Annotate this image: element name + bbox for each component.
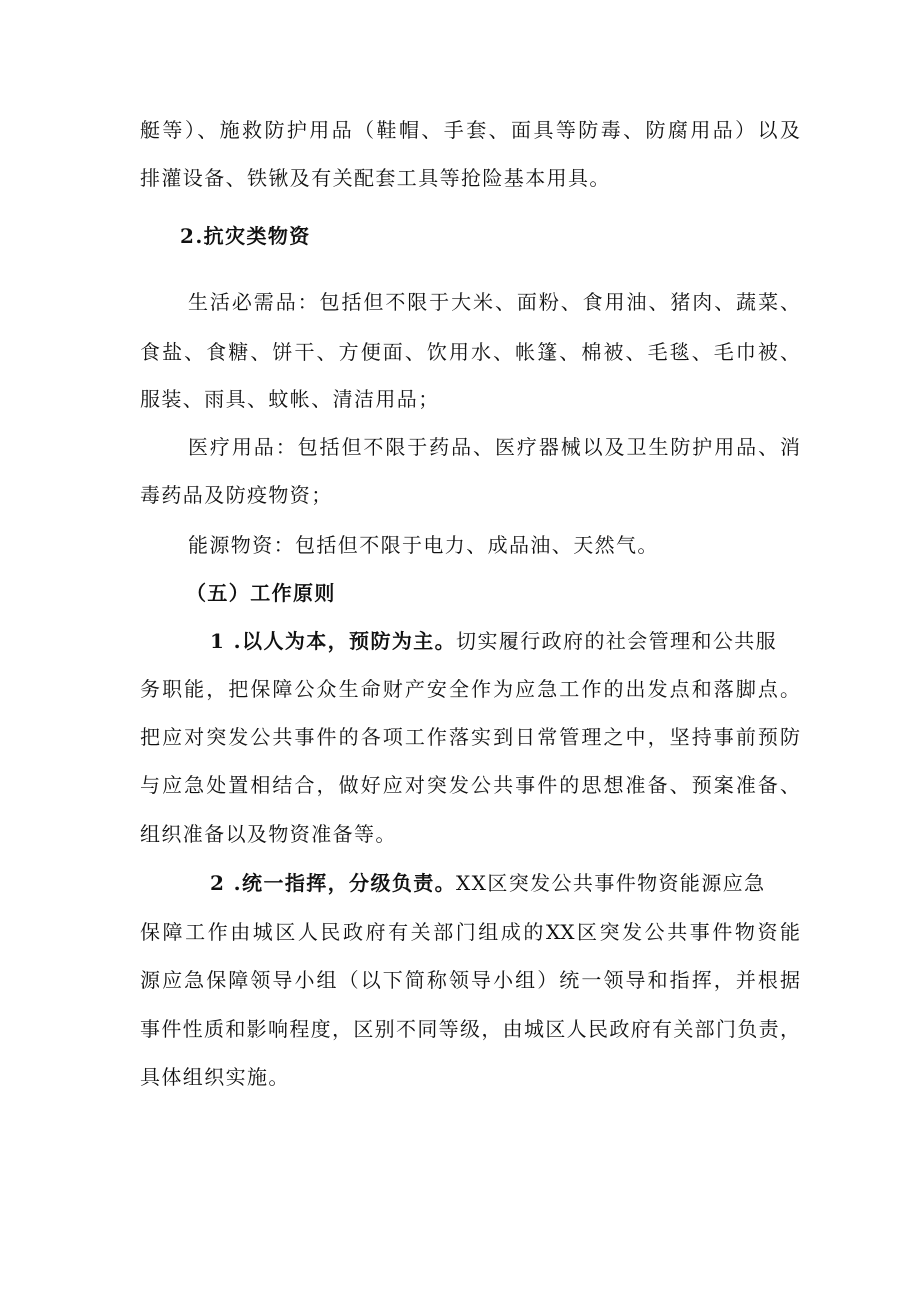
body-text-line: 食盐、食糖、饼干、方便面、饮用水、帐篷、棉被、毛毯、毛巾被、 xyxy=(140,340,800,364)
principle-heading: 2 .统一指挥，分级负责。 xyxy=(210,871,457,895)
section-heading: 2.抗灾类物资 xyxy=(180,224,311,248)
body-text-line: 务职能，把保障公众生命财产安全作为应急工作的出发点和落脚点。 xyxy=(140,677,800,701)
body-text-line: 服装、雨具、蚊帐、清洁用品； xyxy=(140,387,440,411)
body-text-line: 保障工作由城区人民政府有关部门组成的XX区突发公共事件物资能 xyxy=(140,920,800,944)
subsection-heading: （五）工作原则 xyxy=(186,581,336,605)
body-text-line: 事件性质和影响程度，区别不同等级，由城区人民政府有关部门负责， xyxy=(140,1017,800,1041)
body-text-line: 源应急保障领导小组（以下简称领导小组）统一领导和指挥，并根据 xyxy=(140,968,800,992)
body-text-line: 排灌设备、铁锹及有关配套工具等抢险基本用具。 xyxy=(140,166,611,190)
principle-paragraph-start xyxy=(210,629,800,653)
principle-heading: 1 .以人为本，预防为主。 xyxy=(210,629,457,653)
principle-text: 切实履行政府的社会管理和公共服 xyxy=(456,629,778,653)
body-text-line: 艇等）、施救防护用品（鞋帽、手套、面具等防毒、防腐用品）以及 xyxy=(140,118,800,142)
body-text-line: 把应对突发公共事件的各项工作落实到日常管理之中，坚持事前预防 xyxy=(140,725,800,749)
body-text-line: 与应急处置相结合，做好应对突发公共事件的思想准备、预案准备、 xyxy=(140,773,800,797)
body-text-line: 毒药品及防疫物资； xyxy=(140,483,333,507)
body-text-line: 医疗用品：包括但不限于药品、医疗器械以及卫生防护用品、消 xyxy=(188,435,800,459)
body-text-line: 生活必需品：包括但不限于大米、面粉、食用油、猪肉、蔬菜、 xyxy=(188,290,800,314)
body-text-line: 具体组织实施。 xyxy=(140,1065,290,1089)
body-text-line: 能源物资：包括但不限于电力、成品油、天然气。 xyxy=(188,533,659,557)
body-text-line: 组织准备以及物资准备等。 xyxy=(140,822,397,846)
principle-paragraph-start xyxy=(210,871,800,895)
principle-text: XX区突发公共事件物资能源应急 xyxy=(456,871,766,895)
